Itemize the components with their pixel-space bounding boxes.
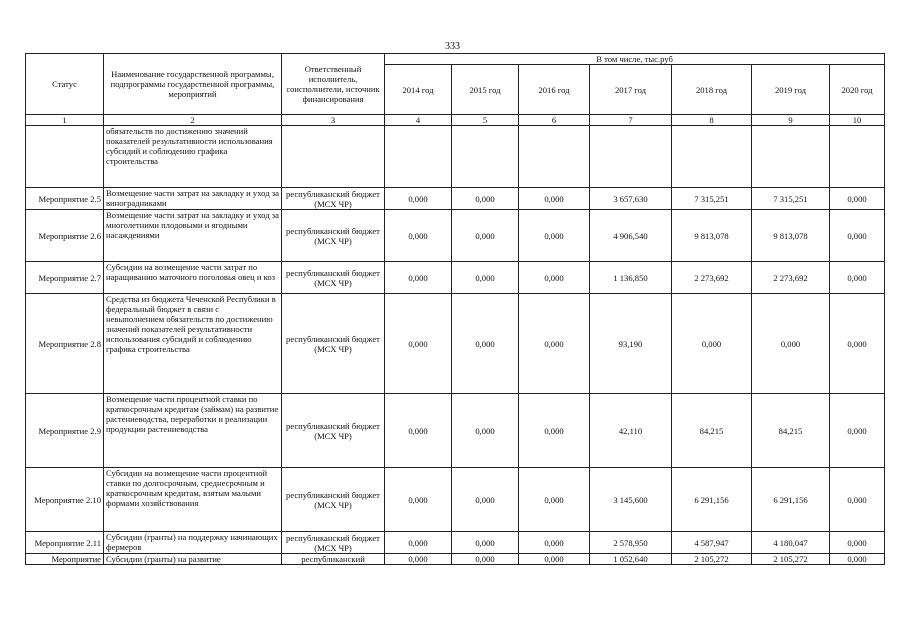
name-cell: Субсидии на возмещение части процентной ставки по долгосрочным, среднесрочным и краткосрочным кредитам, взятым малыми формами хозяйствования (104, 468, 282, 532)
column-index: 1 (26, 115, 104, 126)
column-index: 6 (519, 115, 590, 126)
table-row (26, 554, 885, 565)
value-cell: 0,000 (452, 262, 519, 294)
value-cell: 84,215 (672, 394, 752, 468)
status-cell: Мероприятие 2.8 (26, 294, 104, 394)
budget-table (25, 53, 885, 565)
table-row (26, 394, 885, 468)
name-cell: Субсидии (гранты) на поддержку начинающих фермеров (104, 532, 282, 554)
value-cell: 0,000 (519, 262, 590, 294)
name-cell: Субсидии (гранты) на развитие (104, 554, 282, 565)
value-cell: 0,000 (830, 468, 885, 532)
table-row (26, 188, 885, 210)
status-cell: Мероприятие 2.9 (26, 394, 104, 468)
value-cell: 0,000 (830, 294, 885, 394)
value-cell: 6 291,156 (672, 468, 752, 532)
value-cell (452, 126, 519, 188)
name-cell: Возмещение части затрат на закладку и уход за многолетними плодовыми и ягодными насаждениями (104, 210, 282, 262)
header-year: 2017 год (590, 65, 672, 115)
value-cell: 0,000 (452, 554, 519, 565)
value-cell: 0,000 (830, 210, 885, 262)
value-cell: 84,215 (752, 394, 830, 468)
responsible-cell: республиканский бюджет (МСХ ЧР) (282, 468, 385, 532)
value-cell: 0,000 (385, 532, 452, 554)
status-cell: Мероприятие (26, 554, 104, 565)
value-cell (752, 126, 830, 188)
status-cell (26, 126, 104, 188)
table-row (26, 262, 885, 294)
value-cell: 3 145,600 (590, 468, 672, 532)
table-header (26, 54, 885, 126)
value-cell: 0,000 (672, 294, 752, 394)
header-name: Наименование государственной программы, подпрограммы государственной программы, мероприятий (104, 54, 282, 115)
value-cell: 0,000 (519, 532, 590, 554)
value-cell: 4 906,540 (590, 210, 672, 262)
value-cell (519, 126, 590, 188)
value-cell: 0,000 (385, 210, 452, 262)
value-cell: 9 813,078 (752, 210, 830, 262)
status-cell: Мероприятие 2.7 (26, 262, 104, 294)
value-cell: 0,000 (385, 294, 452, 394)
value-cell: 0,000 (452, 394, 519, 468)
value-cell: 0,000 (830, 554, 885, 565)
table-row (26, 294, 885, 394)
header-year: 2015 год (452, 65, 519, 115)
value-cell: 0,000 (385, 394, 452, 468)
value-cell: 0,000 (452, 532, 519, 554)
value-cell (590, 126, 672, 188)
header-year: 2019 год (752, 65, 830, 115)
value-cell (830, 126, 885, 188)
value-cell: 0,000 (385, 262, 452, 294)
column-index: 7 (590, 115, 672, 126)
name-cell: Субсидии на возмещение части затрат по наращиванию маточного поголовья овец и коз (104, 262, 282, 294)
header-year: 2014 год (385, 65, 452, 115)
page-number: 333 (445, 41, 460, 52)
value-cell: 0,000 (385, 188, 452, 210)
value-cell (672, 126, 752, 188)
name-cell: Возмещение части затрат на закладку и уход за виноградниками (104, 188, 282, 210)
responsible-cell: республиканский бюджет (МСХ ЧР) (282, 210, 385, 262)
name-cell: Возмещение части процентной ставки по краткосрочным кредитам (займам) на развитие растениеводства, переработки и реализации продукции растениеводства (104, 394, 282, 468)
value-cell: 0,000 (385, 468, 452, 532)
value-cell: 2 578,950 (590, 532, 672, 554)
value-cell: 2 273,692 (672, 262, 752, 294)
status-cell: Мероприятие 2.6 (26, 210, 104, 262)
name-cell: Средства из бюджета Чеченской Республики в федеральный бюджет в связи с невыполнением обязательств по достижению значений показателей результативности использования субсидий и соблюдению графика строительства (104, 294, 282, 394)
value-cell (385, 126, 452, 188)
column-index: 3 (282, 115, 385, 126)
value-cell: 0,000 (519, 554, 590, 565)
value-cell: 7 315,251 (752, 188, 830, 210)
header-responsible: Ответственный исполнитель, соисполнители, источник финансирования (282, 54, 385, 115)
column-index: 2 (104, 115, 282, 126)
name-cell: обязательств по достижению значений показателей результативности использования субсидий и соблюдению графика строительства (104, 126, 282, 188)
header-year: 2018 год (672, 65, 752, 115)
value-cell: 93,190 (590, 294, 672, 394)
column-index: 10 (830, 115, 885, 126)
value-cell: 0,000 (452, 210, 519, 262)
value-cell: 9 813,078 (672, 210, 752, 262)
responsible-cell: республиканский бюджет (МСХ ЧР) (282, 188, 385, 210)
header-status: Статус (26, 54, 104, 115)
value-cell: 0,000 (519, 394, 590, 468)
value-cell: 0,000 (830, 188, 885, 210)
value-cell: 0,000 (452, 294, 519, 394)
value-cell: 42,110 (590, 394, 672, 468)
value-cell: 4 587,947 (672, 532, 752, 554)
responsible-cell: республиканский бюджет (МСХ ЧР) (282, 394, 385, 468)
value-cell: 0,000 (452, 188, 519, 210)
value-cell: 0,000 (830, 262, 885, 294)
column-index: 4 (385, 115, 452, 126)
responsible-cell: республиканский (282, 554, 385, 565)
table-row (26, 210, 885, 262)
value-cell: 0,000 (519, 294, 590, 394)
value-cell: 0,000 (752, 294, 830, 394)
value-cell: 0,000 (830, 532, 885, 554)
column-index: 8 (672, 115, 752, 126)
value-cell: 6 291,156 (752, 468, 830, 532)
value-cell: 1 136,850 (590, 262, 672, 294)
value-cell: 2 105,272 (672, 554, 752, 565)
table-row (26, 532, 885, 554)
value-cell: 3 657,630 (590, 188, 672, 210)
header-year: 2016 год (519, 65, 590, 115)
header-year: 2020 год (830, 65, 885, 115)
value-cell: 7 315,251 (672, 188, 752, 210)
value-cell: 0,000 (519, 188, 590, 210)
value-cell: 4 180,047 (752, 532, 830, 554)
value-cell: 0,000 (830, 394, 885, 468)
table-row (26, 126, 885, 188)
status-cell: Мероприятие 2.5 (26, 188, 104, 210)
value-cell: 0,000 (385, 554, 452, 565)
table-row (26, 468, 885, 532)
responsible-cell: республиканский бюджет (МСХ ЧР) (282, 294, 385, 394)
value-cell: 0,000 (452, 468, 519, 532)
column-index: 9 (752, 115, 830, 126)
value-cell: 2 105,272 (752, 554, 830, 565)
status-cell: Мероприятие 2.11 (26, 532, 104, 554)
responsible-cell: республиканский бюджет (МСХ ЧР) (282, 262, 385, 294)
value-cell: 0,000 (519, 210, 590, 262)
responsible-cell: республиканский бюджет (МСХ ЧР) (282, 532, 385, 554)
responsible-cell (282, 126, 385, 188)
table-body (26, 126, 885, 565)
value-cell: 0,000 (519, 468, 590, 532)
value-cell: 1 052,640 (590, 554, 672, 565)
column-index: 5 (452, 115, 519, 126)
header-group: В том числе, тыс.руб (385, 54, 885, 65)
status-cell: Мероприятие 2.10 (26, 468, 104, 532)
value-cell: 2 273,692 (752, 262, 830, 294)
